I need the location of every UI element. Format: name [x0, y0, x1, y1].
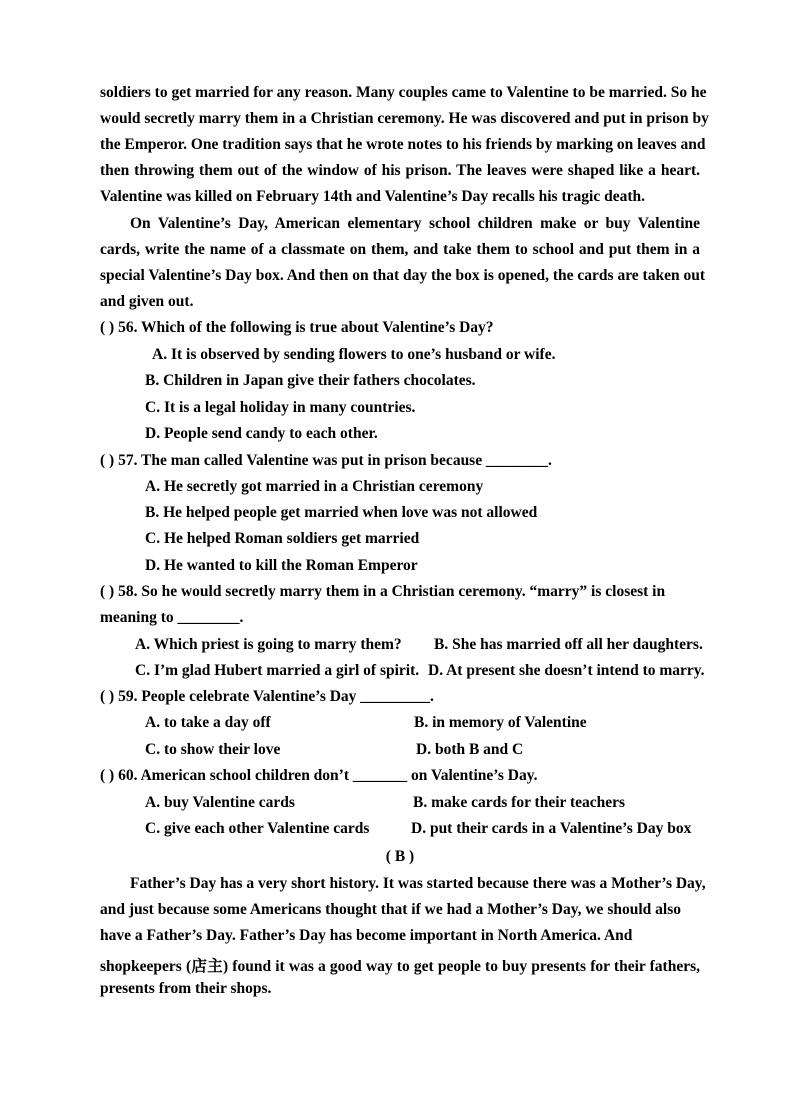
- option-b: B. in memory of Valentine: [414, 714, 587, 731]
- passage-line: shopkeepers (店主) found it was a good way to get people to buy presents for their fathers,: [100, 958, 700, 975]
- option-d: D. At present she doesn’t intend to marry.: [428, 662, 705, 679]
- question-stem: ( ) 57. The man called Valentine was put in prison because ________.: [100, 452, 552, 469]
- passage-line: have a Father’s Day. Father’s Day has become important in North America. And: [100, 927, 633, 944]
- option-d: D. both B and C: [416, 741, 524, 758]
- option-a: A. He secretly got married in a Christian ceremony: [145, 478, 484, 495]
- passage-line: Valentine was killed on February 14th and Valentine’s Day recalls his tragic death.: [100, 188, 645, 205]
- passage-line: Father’s Day has a very short history. It was started because there was a Mother’s Day,: [130, 875, 706, 892]
- question-stem: ( ) 58. So he would secretly marry them in a Christian ceremony. “marry” is closest in: [100, 583, 666, 600]
- question-stem: ( ) 56. Which of the following is true about Valentine’s Day?: [100, 319, 494, 336]
- question-stem: ( ) 59. People celebrate Valentine’s Day _________.: [100, 688, 434, 705]
- option-b: B. She has married off all her daughters.: [434, 636, 703, 653]
- option-c: C. I’m glad Hubert married a girl of spirit.: [135, 662, 420, 679]
- option-a: A. Which priest is going to marry them?: [135, 636, 402, 653]
- option-d: D. put their cards in a Valentine’s Day box: [411, 820, 692, 837]
- passage-line: and given out.: [100, 293, 194, 310]
- option-c: C. He helped Roman soldiers get married: [145, 530, 420, 547]
- option-a: A. to take a day off: [145, 714, 271, 731]
- passage-line: then throwing them out of the window of his prison. The leaves were shaped like a heart.: [100, 162, 700, 179]
- passage-line: On Valentine’s Day, American elementary school children make or buy Valentine: [130, 215, 700, 232]
- option-a: A. buy Valentine cards: [145, 794, 295, 811]
- option-d: D. He wanted to kill the Roman Emperor: [145, 557, 418, 574]
- passage-line: the Emperor. One tradition says that he wrote notes to his friends by marking on leaves and: [100, 136, 706, 153]
- passage-line: soldiers to get married for any reason. Many couples came to Valentine to be married. So he: [100, 84, 707, 101]
- option-c: C. to show their love: [145, 741, 281, 758]
- passage-line: would secretly marry them in a Christian ceremony. He was discovered and put in prison by: [100, 110, 709, 127]
- passage-line: special Valentine’s Day box. And then on that day the box is opened, the cards are taken out: [100, 267, 705, 284]
- question-stem-continued: meaning to ________.: [100, 609, 244, 626]
- option-b: B. make cards for their teachers: [413, 794, 626, 811]
- question-stem: ( ) 60. American school children don’t _______ on Valentine’s Day.: [100, 767, 538, 784]
- option-a: A. It is observed by sending flowers to one’s husband or wife.: [152, 346, 556, 363]
- option-c: C. give each other Valentine cards: [145, 820, 370, 837]
- section-heading: ( B ): [385, 848, 415, 865]
- option-d: D. People send candy to each other.: [145, 425, 378, 442]
- passage-line: presents from their shops.: [100, 980, 272, 997]
- passage-line: and just because some Americans thought that if we had a Mother’s Day, we should also: [100, 901, 681, 918]
- option-b: B. Children in Japan give their fathers chocolates.: [145, 372, 476, 389]
- option-b: B. He helped people get married when love was not allowed: [145, 504, 538, 521]
- option-c: C. It is a legal holiday in many countries.: [145, 399, 416, 416]
- passage-line: cards, write the name of a classmate on them, and take them to school and put them in a: [100, 241, 700, 258]
